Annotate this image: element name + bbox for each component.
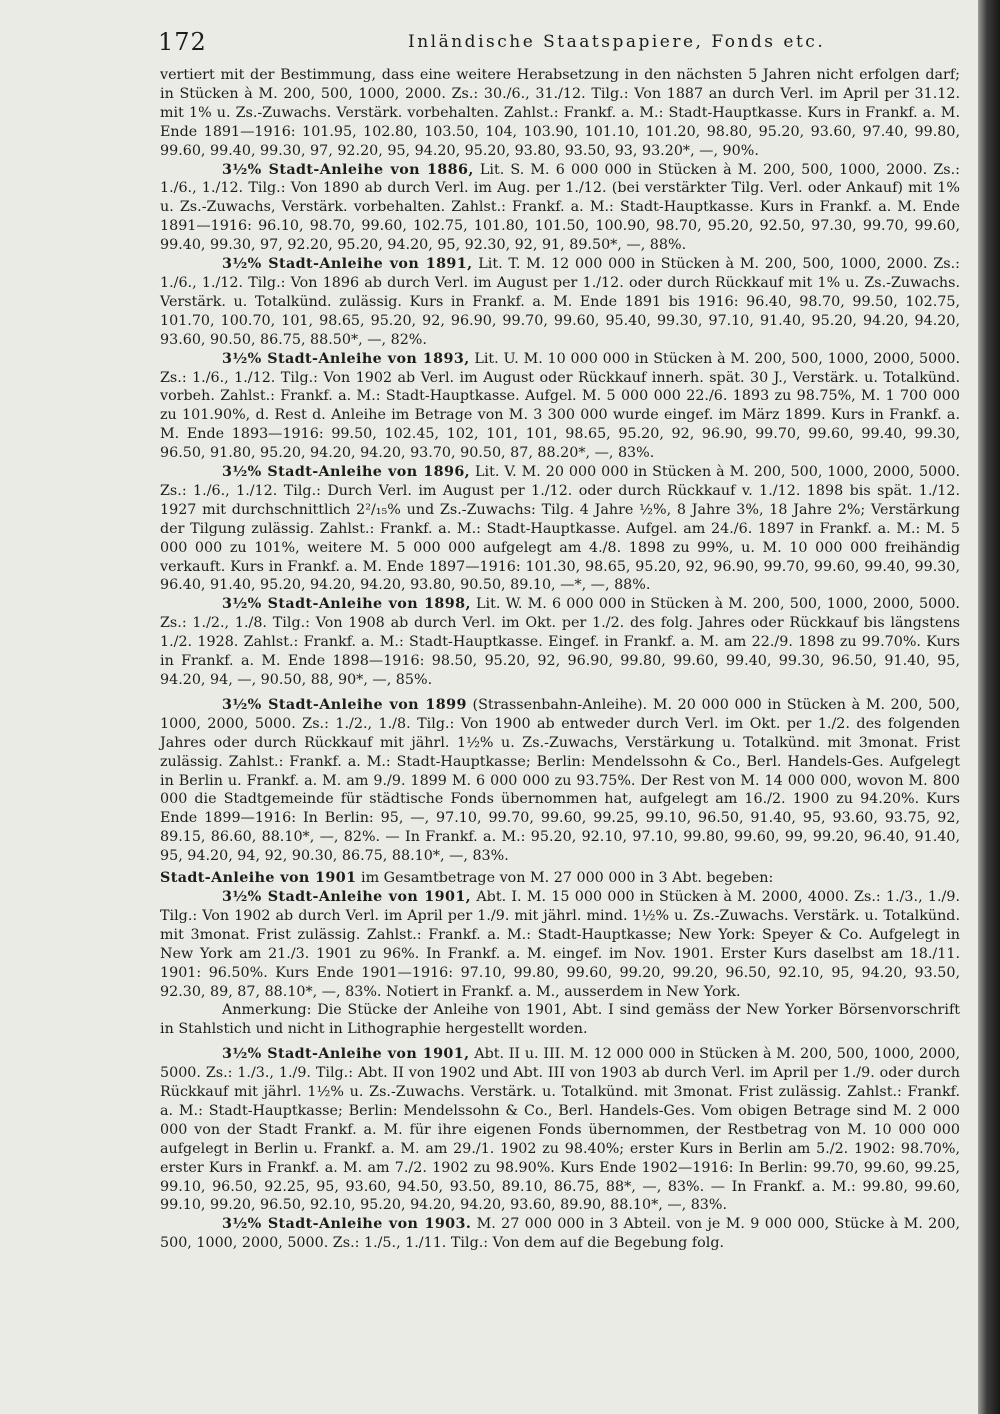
paragraph-body: Lit. W. M. 6 000 000 in Stücken à M. 200, 500, 1000, 2000, 5000. Zs.: 1./2., 1./8. Tilg.: Von 1908 ab durch Verl. im Okt. per 1./2. des folg. Jahres oder Rückkauf bis längstens 1./2. 1928. Zahlst.: Frankf. a. M.: Stadt-Hauptkasse. Eingef. in Frankf. a. M. am 22./9. 1898 zu 99.70%. Kurs in Frankf. a. M. Ende 1898—1916: 98.50, 95.20, 92, 96.90, 99.80, 99.60, 99.40, 99.30, 96.50, 91.40, 95, 94.20, 94, —, 90.50, 88, 90*, —, 85%. — [160, 596, 960, 688]
paragraph-body: Lit. S. M. 6 000 000 in Stücken à M. 200, 500, 1000, 2000. Zs.: 1./6., 1./12. Tilg.: Von 1890 ab durch Verl. im Aug. per 1./12. (bei verstärkter Tilg. Verl. oder Ankauf) mit 1% u. Zs.-Zuwachs, Verstärk. vorbehalten. Zahlst.: Frankf. a. M.: Stadt-Hauptkasse. Kurs in Frankf. a. M. Ende 1891—1916: 96.10, 98.70, 99.60, 102.75, 101.80, 101.50, 100.90, 98.70, 95.20, 92.50, 97.30, 99.70, 99.60, 99.40, 99.30, 97, 92.20, 95.20, 94.20, 95, 92.30, 92, 91, 89.50*, —, 88%. — [160, 161, 960, 254]
paragraph-loan-1899 — [160, 696, 960, 866]
paragraph-body: Abt. II u. III. M. 12 000 000 in Stücken à M. 200, 500, 1000, 2000, 5000. Zs.: 1./3., 1./9. Tilg.: Abt. II von 1902 und Abt. III von 1903 ab durch Verl. im April per 1./9. oder durch Rückkauf mit jährl. 1½% u. Zs.-Zuwachs. Verstärk. u. Totalkünd. mit 3monat. Frist zulässig. Zahlst.: Frankf. a. M.: Stadt-Hauptkasse; Berlin: Mendelssohn & Co., Berl. Handels-Ges. Vom obigen Betrage sind M. 2 000 000 von der Stadt Frankf. a. M. für ihre eigenen Fonds übernommen, der Restbetrag von M. 10 000 000 aufgelegt in Berlin u. Frankf. a. M. am 29./1. 1902 zu 98.40%; erster Kurs in Berlin am 5./2. 1902: 98.70%, erster Kurs in Frankf. a. M. am 7./2. 1902 zu 98.90%. Kurs Ende 1902—1916: In Berlin: 99.70, 99.60, 99.25, 99.10, 96.50, 92.25, 95, 93.60, 94.50, 93.50, 89.10, 86.75, 88*, —, 83%. — In Frankf. a. M.: 99.80, 99.60, 99.10, 99.20, 96.50, 92.10, 95.20, 94.20, 94.20, 93.60, 89.90, 88.10*, —, 83%. — [160, 1046, 960, 1214]
paragraph-loan-1891 — [160, 255, 960, 350]
loan-title: 3½% Stadt-Anleihe von 1898, — [222, 596, 471, 613]
loan-title: 3½% Stadt-Anleihe von 1899 — [222, 696, 467, 713]
paragraph-body: Lit. V. M. 20 000 000 in Stücken à M. 200, 500, 1000, 2000, 5000. Zs.: 1./6., 1./12. Tilg.: Durch Verl. im August per 1./12. oder durch Rückkauf v. 1./12. 1898 bis spät. 1./12. 1927 mit durchschnittlich 2²/₁₅% und Zs.-Zuwachs: Tilg. 4 Jahre ½%, 8 Jahre 3%, 18 Jahre 2%; Verstärkung der Tilgung zulässig. Zahlst.: Frankf. a. M.: Stadt-Hauptkasse. Aufgel. am 24./6. 1897 in Frankf. a. M.: M. 5 000 000 zu 101%, weitere M. 5 000 000 aufgelegt am 4./8. 1898 zu 99%, u. M. 10 000 000 freihändig verkauft. Kurs in Frankf. a. M. Ende 1897—1916: 101.30, 98.65, 95.20, 92, 96.90, 99.70, 99.60, 99.40, 99.30, 96.40, 91.40, 95.20, 94.20, 94.20, 93.80, 90.50, 89.10, —*, —, 88%. — [160, 464, 960, 594]
paragraph-loan-1901-abt-2-3 — [160, 1045, 960, 1215]
paragraph-body: M. 27 000 000 in 3 Abteil. von je M. 9 000 000, Stücke à M. 200, 500, 1000, 2000, 5000. Zs.: 1./5., 1./11. Tilg.: Von dem auf die Begebung folg. — [160, 1216, 960, 1252]
paragraph-body: vertiert mit der Bestimmung, dass eine weitere Herabsetzung in den nächsten 5 Jahren nicht erfolgen darf; in Stücken à M. 200, 500, 1000, 2000. Zs.: 30./6., 31./12. Tilg.: Von 1887 an durch Verl. im April per 31.12. mit 1% u. Zs.-Zuwachs. Verstärk. vorbehalten. Zahlst.: Frankf. a. M.: Stadt-Hauptkasse. Kurs in Frankf. a. M. Ende 1891—1916: 101.95, 102.80, 103.50, 104, 103.90, 101.10, 101.20, 98.80, 95.20, 93.60, 97.40, 99.80, 99.60, 99.40, 99.30, 97, 92.20, 95, 94.20, 95.20, 93.80, 93.50, 93, 93.20*, —, 90%. — [160, 67, 960, 159]
paragraph-loan-1896 — [160, 463, 960, 595]
paragraph-continuation — [160, 66, 960, 161]
loan-title: 3½% Stadt-Anleihe von 1901, — [222, 1046, 470, 1063]
paragraph-loan-1886 — [160, 161, 960, 256]
scan-edge — [978, 0, 1000, 1414]
loan-title: 3½% Stadt-Anleihe von 1901, — [222, 888, 472, 905]
paragraph-body: (Strassenbahn-Anleihe). M. 20 000 000 in Stücken à M. 200, 500, 1000, 2000, 5000. Zs.: 1./2., 1./8. Tilg.: Von 1900 ab entweder durch Verl. im Okt. per 1./2. des folgenden Jahres oder durch Rückkauf mit jährl. 1½% u. Zs.-Zuwachs, Verstärkung u. Totalkünd. mit 3monat. Frist zulässig. Zahlst.: Frankf. a. M.: Stadt-Hauptkasse; Berlin: Mendelssohn & Co., Berl. Handels-Ges. Aufgelegt in Berlin u. Frankf. a. M. am 9./9. 1899 M. 6 000 000 zu 93.75%. Der Rest von M. 14 000 000, wovon M. 800 000 die Stadtgemeinde für städtische Fonds übernommen hat, aufgelegt am 16./2. 1900 zu 94.20%. Kurs Ende 1899—1916: In Berlin: 95, —, 97.10, 99.70, 99.60, 99.25, 99.10, 96.50, 91.40, 95, 93.60, 93.75, 92, 89.15, 86.60, 88.10*, —, 82%. — In Frankf. a. M.: 95.20, 92.10, 97.10, 99.80, 99.60, 99, 99.20, 96.40, 91.40, 95, 94.20, 94, 92, 90.30, 86.75, 88.10*, —, 83%. — [160, 696, 960, 865]
paragraph-body: Abt. I. M. 15 000 000 in Stücken à M. 2000, 4000. Zs.: 1./3., 1./9. Tilg.: Von 1902 ab durch Verl. im April per 1./9. mit jährl. mind. 1½% u. Zs.-Zuwachs. Verstärk. u. Totalkünd. mit 3monat. Frist zulässig. Zahlst.: Frankf. a. M.: Stadt-Hauptkasse; New York: Speyer & Co. Aufgelegt in New York am 21./3. 1901 zu 96%. In Frankf. a. M. eingef. im Nov. 1901. Erster Kurs daselbst am 18./11. 1901: 96.50%. Kurs Ende 1901—1916: 97.10, 99.80, 99.60, 99.20, 99.20, 96.50, 92.10, 95, 94.20, 93.50, 92.30, 89, 87, 88.10*, —, 83%. Notiert in Frankf. a. M., ausserdem in New York. — [160, 888, 960, 1000]
loan-title: Stadt-Anleihe von 1901 — [160, 870, 357, 887]
paragraph-loan-1898 — [160, 595, 960, 690]
body-text — [160, 66, 960, 1253]
paragraph-note — [160, 1001, 960, 1039]
running-title: Inländische Staatspapiere, Fonds etc. — [408, 32, 826, 52]
loan-title: 3½% Stadt-Anleihe von 1891, — [222, 256, 473, 273]
paragraph-body: Lit. U. M. 10 000 000 in Stücken à M. 200, 500, 1000, 2000, 5000. Zs.: 1./6., 1./12. Tilg.: Von 1902 ab Verl. im August oder Rückkauf innerh. spät. 30 J., Verstärk. u. Totalkünd. vorbeh. Zahlst.: Frankf. a. M.: Stadt-Hauptkasse. Aufgel. M. 5 000 000 22./6. 1893 zu 98.75%, M. 1 700 000 zu 101.90%, d. Rest d. Anleihe im Betrage von M. 3 300 000 wurde eingef. im März 1899. Kurs in Frankf. a. M. Ende 1893—1916: 99.50, 102.45, 102, 101, 101, 98.65, 95.20, 92, 96.90, 99.70, 99.60, 99.40, 99.30, 96.50, 91.80, 95.20, 94.20, 94.20, 93.70, 90.50, 87, 88.20*, —, 83%. — [160, 350, 960, 462]
loan-title: 3½% Stadt-Anleihe von 1903. — [222, 1216, 472, 1233]
page-number: 172 — [158, 28, 207, 56]
paragraph-loan-1903 — [160, 1215, 960, 1253]
paragraph-body: im Gesamtbetrage von M. 27 000 000 in 3 Abt. begeben: — [356, 870, 774, 887]
paragraph-body: Anmerkung: Die Stücke der Anleihe von 1901, Abt. I sind gemäss der New Yorker Börsenvorschrift in Stahlstich und nicht in Lithographie hergestellt worden. — [160, 1002, 960, 1038]
paragraph-body: Lit. T. M. 12 000 000 in Stücken à M. 200, 500, 1000, 2000. Zs.: 1./6., 1./12. Tilg.: Von 1896 ab durch Verl. im August per 1./12. oder durch Rückkauf mit 1% u. Zs.-Zuwachs. Verstärk. u. Totalkünd. zulässig. Kurs in Frankf. a. M. Ende 1891 bis 1916: 96.40, 98.70, 99.50, 102.75, 101.70, 100.70, 101, 98.65, 95.20, 92, 96.90, 99.70, 99.60, 95.40, 99.30, 97.10, 91.40, 95.20, 94.20, 94.20, 93.60, 90.50, 86.75, 88.50*, —, 82%. — [160, 256, 960, 348]
page-header — [158, 28, 958, 56]
loan-title: 3½% Stadt-Anleihe von 1886, — [222, 161, 474, 178]
paragraph-loan-1901-intro — [160, 869, 960, 888]
paragraph-loan-1893 — [160, 350, 960, 463]
loan-title: 3½% Stadt-Anleihe von 1896, — [222, 464, 471, 481]
paragraph-loan-1901-abt-1 — [160, 888, 960, 1001]
loan-title: 3½% Stadt-Anleihe von 1893, — [222, 350, 470, 367]
